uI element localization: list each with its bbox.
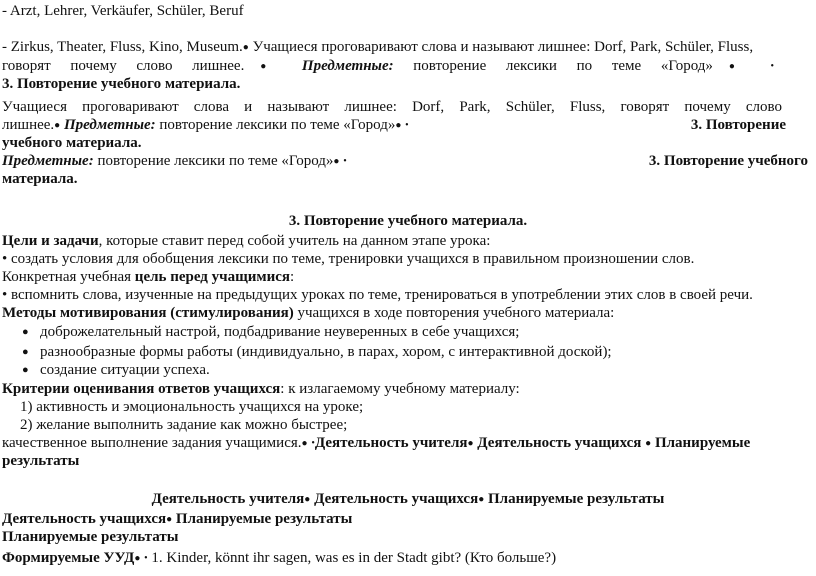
bullet-icon: ● — [333, 156, 340, 167]
places-text: - Zirkus, Theater, Fluss, Kino, Museum. — [2, 39, 243, 55]
bullet-icon: ● — [478, 494, 485, 505]
section-repeat-heading: 3. Повторение учебного материала. — [2, 76, 241, 92]
goal-item: • создать условия для обобщения лексики по теме, тренировки учащихся в правильном произношении слов. — [2, 251, 695, 267]
student-activity-label: Деятельность учащихся — [310, 491, 479, 507]
bullet-icon: ● — [395, 120, 402, 131]
repeat-label: 3. Повторение — [690, 117, 786, 133]
quality-line — [2, 434, 814, 453]
bullet-icon: ● — [712, 61, 751, 72]
bullet-icon: ● — [301, 438, 308, 449]
motivation-item: разнообразные формы работы (индивидуально, в парах, хором, с интерактивной доской); — [40, 344, 612, 360]
criteria-text: : к излагаемому учебному материалу: — [280, 381, 520, 397]
bullet-icon: ● — [242, 42, 249, 53]
bullet-icon: ● — [304, 494, 311, 505]
why-text: говорят почему слово лишнее. — [2, 58, 245, 74]
small-dot-icon: • — [770, 61, 774, 72]
goals-line — [2, 232, 490, 250]
text-line-professions: - Arzt, Lehrer, Verkäufer, Schüler, Beruf — [2, 3, 244, 19]
subject-text: повторение лексики по теме «Город» — [393, 58, 713, 74]
teacher-activity-label: Деятельность учителя — [151, 491, 305, 507]
planned-results-label: Планируемые — [651, 435, 751, 451]
table-header-line-2 — [2, 510, 352, 529]
motivation-label: Методы мотивирования (стимулирования) — [2, 305, 294, 321]
extra-text: лишнее. — [2, 117, 55, 133]
subject-text: повторение лексики по теме «Город» — [93, 153, 334, 169]
specific-text: Конкретная учебная — [2, 269, 135, 285]
goals-text: , которые ставит перед собой учитель на данном этапе урока: — [98, 233, 491, 249]
bullet-icon: ● — [134, 553, 141, 564]
table-header-line — [0, 490, 816, 509]
planned-results-label: Планируемые результаты — [172, 511, 353, 527]
bullet-icon: ● — [54, 120, 61, 131]
specific-goal-item: • вспомнить слова, изученные на предыдущих уроках по теме, тренироваться в употреблении этих слов в своей речи. — [2, 287, 753, 303]
repeat-label-cont: учебного материала. — [2, 135, 142, 151]
criteria-line — [2, 380, 520, 398]
motivation-item: создание ситуации успеха. — [40, 362, 210, 378]
specific-colon: : — [290, 269, 295, 285]
specific-goal-line — [2, 268, 294, 286]
task-text: Учащиеся проговаривают слова и называют лишнее: Dorf, Park, Schüler, Fluss, — [248, 39, 754, 55]
criteria-label: Критерии оценивания ответов учащихся — [2, 381, 281, 397]
student-activity-label: Деятельность учащихся — [2, 511, 167, 527]
repeat-label-cont: материала. — [2, 171, 78, 187]
repeat-label: 3. Повторение учебного — [648, 153, 808, 169]
bullet-icon: ● — [22, 326, 29, 338]
motivation-item: доброжелательный настрой, подбадривание неуверенных в себе учащихся; — [40, 324, 520, 340]
goals-label: Цели и задачи — [2, 233, 99, 249]
section-heading: 3. Повторение учебного материала. — [288, 213, 528, 229]
criteria-item: 1) активность и эмоциональность учащихся на уроке; — [20, 399, 364, 415]
text-line-subject — [2, 152, 808, 171]
student-activity-label: Деятельность учащихся — [473, 435, 646, 451]
subject-label: Предметные: — [2, 153, 94, 169]
text-line-why — [2, 57, 774, 76]
quality-text: качественное выполнение задания учащимися. — [2, 435, 302, 451]
small-dot-icon: • — [311, 438, 315, 449]
specific-label: цель перед учащимися — [134, 269, 291, 285]
bullet-icon: ● — [244, 61, 283, 72]
planned-results-cont: результаты — [2, 453, 80, 469]
text-line-extra — [2, 116, 786, 135]
text-line-students: Учащиеся проговаривают слова и называют лишнее: Dorf, Park, Schüler, Fluss, говорят почему слово — [2, 99, 782, 115]
bullet-icon: ● — [467, 438, 474, 449]
question-text: 1. Kinder, könnt ihr sagen, was es in der Stadt gibt? (Кто больше?) — [147, 550, 557, 566]
small-dot-icon: • — [405, 120, 409, 131]
bullet-icon: ● — [22, 346, 29, 358]
planned-results-label: Планируемые результаты — [484, 491, 665, 507]
subject-label: Предметные: — [63, 117, 156, 133]
bullet-icon: ● — [22, 364, 29, 376]
motivation-line — [2, 304, 614, 322]
text-line-places — [2, 38, 753, 57]
bullet-icon: ● — [166, 514, 173, 525]
criteria-item: 2) желание выполнить задание как можно быстрее; — [20, 417, 348, 433]
motivation-text: учащихся в ходе повторения учебного материала: — [293, 305, 615, 321]
planned-results-heading: Планируемые результаты — [2, 529, 179, 545]
uud-label: Формируемые УУД — [2, 550, 135, 566]
uud-line — [2, 549, 556, 568]
subject-label: Предметные: — [301, 58, 394, 74]
small-dot-icon: • — [144, 553, 148, 564]
subject-text: повторение лексики по теме «Город» — [155, 117, 396, 133]
teacher-activity-label: Деятельность учителя — [314, 435, 468, 451]
small-dot-icon: • — [343, 156, 347, 167]
bullet-icon: ● — [645, 438, 652, 449]
